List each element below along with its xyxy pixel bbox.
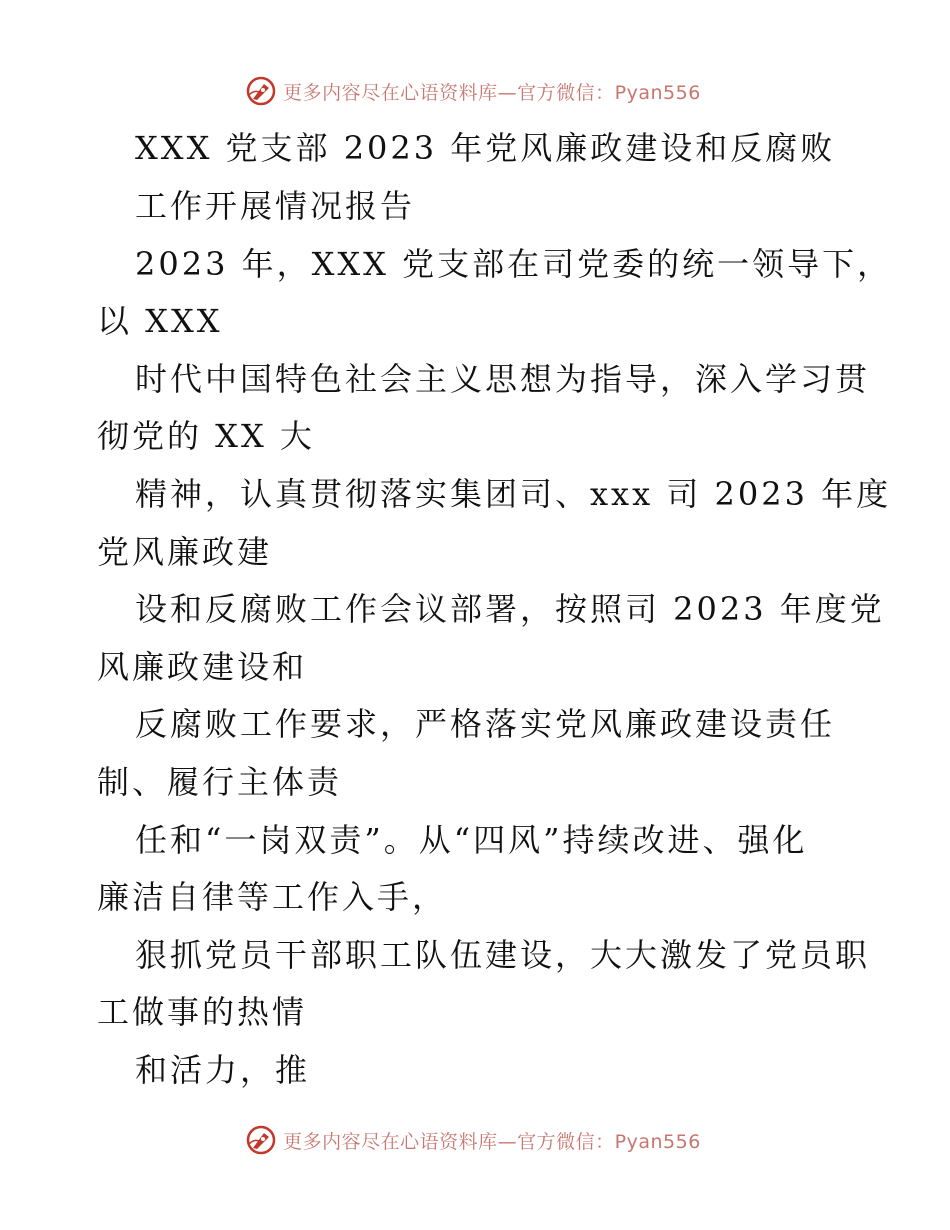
header-banner-text: 更多内容尽在心语资料库—官方微信：Pyan556	[283, 81, 701, 104]
body-line: 设和反腐败工作会议部署，按照司 2023 年度党	[135, 590, 885, 628]
footer-banner-text: 更多内容尽在心语资料库—官方微信：Pyan556	[283, 1130, 701, 1153]
body-line: 反腐败工作要求，严格落实党风廉政建设责任	[135, 705, 836, 743]
body-line: 和活力，推	[135, 1051, 311, 1089]
header-banner	[0, 71, 950, 111]
body-line: 精神，认真贯彻落实集团司、xxx 司 2023 年度	[135, 475, 892, 513]
title-line-1: XXX 党支部 2023 年党风廉政建设和反腐败	[135, 129, 836, 167]
body-line: 廉洁自律等工作入手，	[97, 878, 448, 916]
body-line: 制、履行主体责	[97, 763, 343, 801]
body-line: 任和“一岗双责”。从“四风”持续改进、强化	[135, 821, 808, 859]
body-line: 以 XXX	[97, 302, 223, 340]
body-line: 党风廉政建	[97, 533, 273, 571]
body-line: 2023 年，XXX 党支部在司党委的统一领导下，	[135, 245, 893, 283]
footer-banner	[0, 1120, 950, 1160]
pen-nib-circle-icon	[245, 75, 277, 107]
body-line: 狠抓党员干部职工队伍建设，大大激发了党员职	[135, 936, 871, 974]
title-line-2: 工作开展情况报告	[135, 187, 416, 225]
body-line: 风廉政建设和	[97, 648, 308, 686]
pen-nib-circle-icon	[245, 1124, 277, 1156]
body-line: 时代中国特色社会主义思想为指导，深入学习贯	[135, 360, 871, 398]
body-line: 工做事的热情	[97, 993, 308, 1031]
body-line: 彻党的 XX 大	[97, 417, 315, 455]
